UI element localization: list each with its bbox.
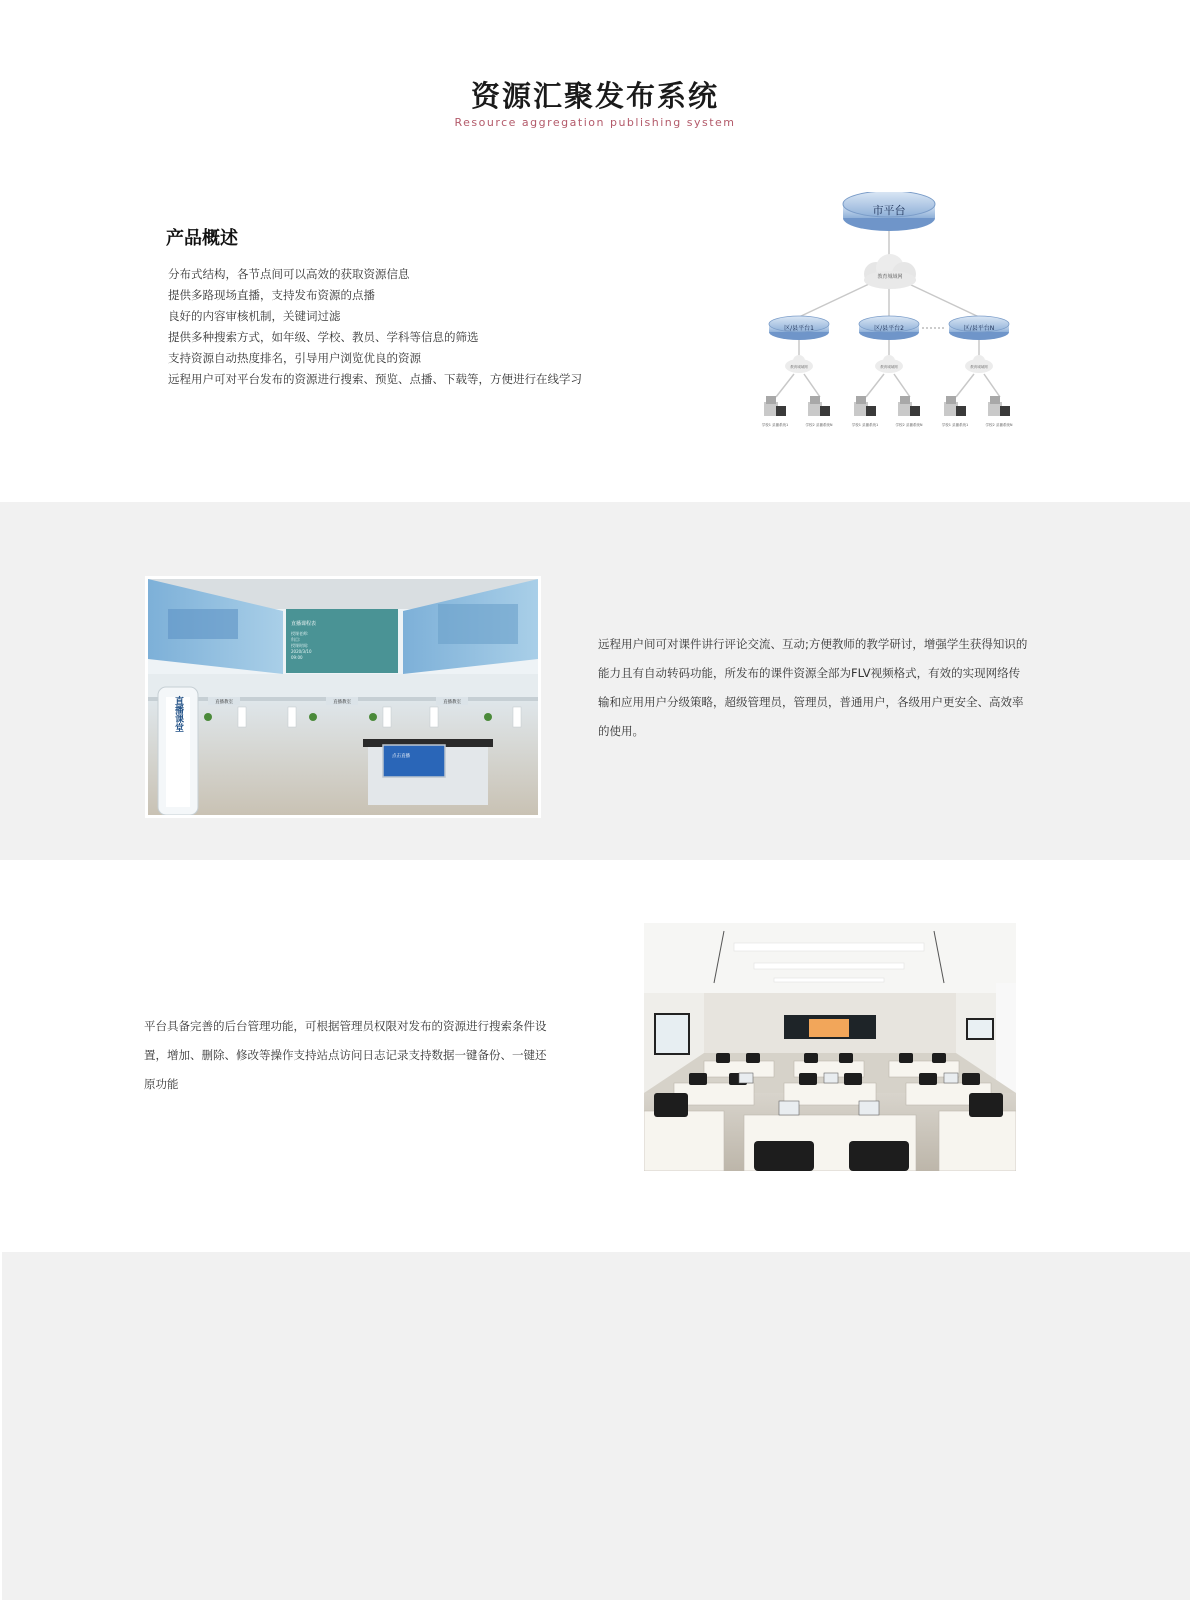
- svg-text:学校2 录播系统N: 学校2 录播系统N: [805, 423, 833, 427]
- classroom-photo: [644, 923, 1016, 1171]
- svg-text:科目:: 科目:: [291, 637, 301, 642]
- mid-platform-node: [769, 316, 829, 340]
- svg-text:学校2 录播系统N: 学校2 录播系统N: [985, 423, 1013, 427]
- svg-text:授课时间:: 授课时间:: [291, 643, 309, 648]
- overview-list: [168, 264, 582, 390]
- network-cloud: [864, 254, 916, 289]
- mid-platform-node: [949, 316, 1009, 340]
- network-topology-diagram: [754, 192, 1024, 442]
- page-title: 资源汇聚发布系统: [470, 79, 719, 113]
- school-equipment-icon: [764, 396, 786, 416]
- management-description: 平台具备完善的后台管理功能，可根据管理员权限对发布的资源进行搜索条件设置，增加、删除、修改等操作支持站点访问日志记录支持数据一键备份、一键还原功能: [144, 1019, 547, 1091]
- svg-text:直播教室: 直播教室: [333, 700, 351, 705]
- screen-title: 直播课程表: [291, 621, 317, 627]
- school-equipment-group: [764, 396, 1010, 416]
- top-node-label: 市平台: [872, 204, 906, 217]
- school-equipment-icon: [854, 396, 876, 416]
- overview-item: 分布式结构，各节点间可以高效的获取资源信息: [168, 267, 410, 281]
- svg-text:教育城域网: 教育城域网: [880, 365, 898, 369]
- overview-section: [0, 140, 1190, 502]
- svg-text:直播教室: 直播教室: [443, 700, 461, 705]
- interaction-description: 远程用户间可对课件讲行评论交流、互动;方便教师的教学研讨，增强学生获得知识的能力且有自动转码功能，所发布的课件资源全部为FLV视频格式，有效的实现网络传输和应用用户分级策略，超级管理员，管理员，普通用户，各级用户更安全、高效率的使用。: [598, 637, 1028, 738]
- page-subtitle: Resource aggregation publishing system: [454, 116, 736, 129]
- svg-text:区/县平台2: 区/县平台2: [874, 325, 904, 332]
- virtual-studio-image: [145, 576, 541, 818]
- overview-item: 远程用户可对平台发布的资源进行搜索、预览、点播、下载等，方便进行在线学习: [168, 372, 582, 386]
- overview-item: 良好的内容审核机制，关键词过滤: [168, 309, 341, 323]
- svg-text:学校2 录播系统N: 学校2 录播系统N: [895, 423, 923, 427]
- top-platform-node: [843, 192, 935, 231]
- school-equipment-icon: [944, 396, 966, 416]
- svg-text:教育城域网: 教育城域网: [790, 365, 808, 369]
- school-equipment-icon: [988, 396, 1010, 416]
- svg-text:教育城域网: 教育城域网: [877, 274, 903, 280]
- management-section: [0, 860, 1190, 1252]
- svg-text:09:00: 09:00: [291, 655, 303, 660]
- overview-item: 提供多路现场直播，支持发布资源的点播: [168, 288, 375, 302]
- svg-text:学校1 录播系统1: 学校1 录播系统1: [851, 423, 879, 427]
- overview-item: 提供多种搜索方式，如年级、学校、教员、学科等信息的筛选: [168, 330, 479, 344]
- svg-text:区/县平台N: 区/县平台N: [963, 325, 995, 332]
- overview-item: 支持资源自动热度排名，引导用户浏览优良的资源: [168, 351, 421, 365]
- svg-text:点击直播: 点击直播: [392, 754, 410, 759]
- svg-text:授课老师:: 授课老师:: [291, 631, 309, 636]
- school-equipment-icon: [898, 396, 920, 416]
- mid-platform-node: [859, 316, 919, 340]
- live-classroom-sign: 直播课堂: [173, 696, 183, 732]
- svg-text:教育城域网: 教育城域网: [970, 365, 988, 369]
- sub-network-cloud: [875, 355, 903, 373]
- interaction-section: [0, 502, 1190, 860]
- sub-network-cloud: [965, 355, 993, 373]
- svg-text:直播教室: 直播教室: [215, 700, 233, 705]
- svg-text:学校1 录播系统1: 学校1 录播系统1: [941, 423, 969, 427]
- overview-heading: 产品概述: [166, 228, 238, 249]
- school-equipment-icon: [808, 396, 830, 416]
- svg-text:区/县平台1: 区/县平台1: [784, 325, 814, 332]
- sub-network-cloud: [785, 355, 813, 373]
- page-header: [0, 0, 1190, 140]
- svg-text:2020/3/10: 2020/3/10: [291, 649, 312, 654]
- svg-text:学校1 录播系统1: 学校1 录播系统1: [761, 423, 789, 427]
- footer-area: [2, 1252, 1190, 1600]
